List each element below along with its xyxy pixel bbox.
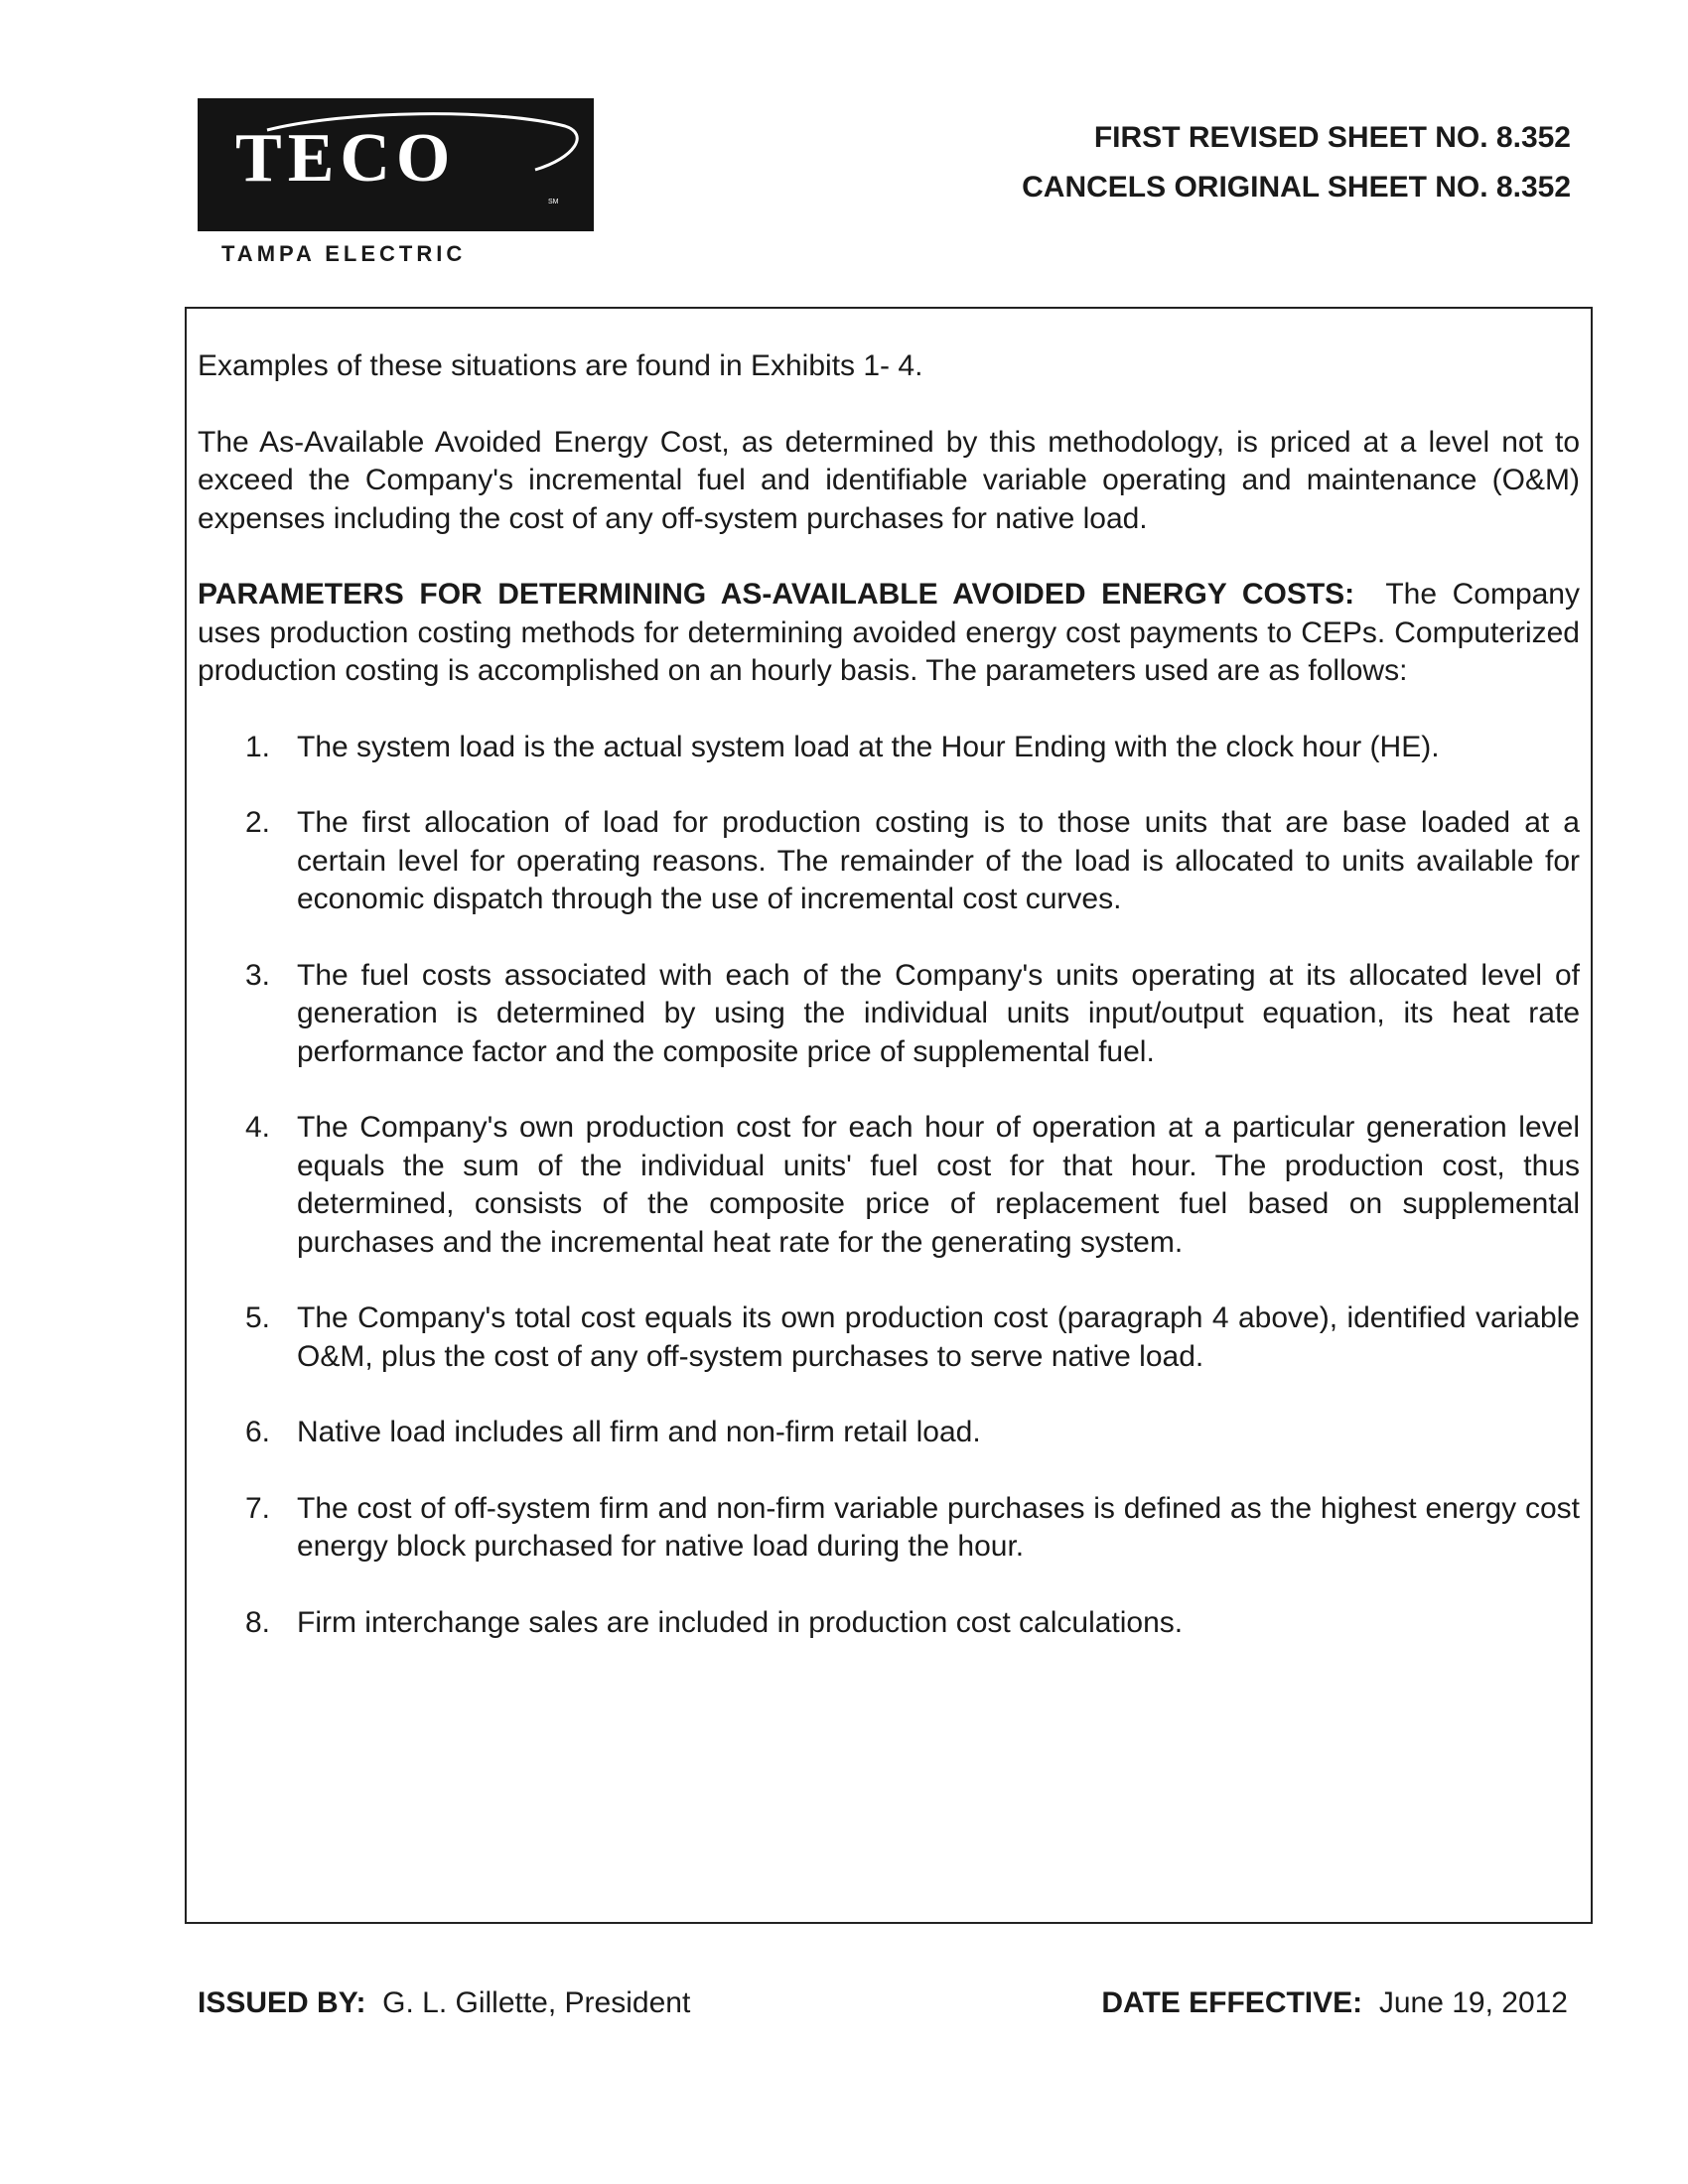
item-text: The Company's total cost equals its own production cost (paragraph 4 above), identified variable O&M, plus the cost of any off-system purchases to serve native load. bbox=[297, 1301, 1580, 1373]
date-effective-label: DATE EFFECTIVE: bbox=[1101, 1986, 1363, 2019]
item-number: 3. bbox=[245, 958, 271, 992]
item-number: 4. bbox=[245, 1111, 271, 1144]
item-text: The fuel costs associated with each of the Company's units operating at its allocated level of generation is determined by using the individual units input/output equation, its heat rate performance factor and the composite price of supplemental fuel. bbox=[297, 958, 1580, 1068]
item-text: The Company's own production cost for each hour of operation at a particular generation level equals the sum of the individual units' fuel cost for that hour. The production cost, thus determined, consists of the composite price of replacement fuel based on supplemental purchases and the incremental heat rate for the generating system. bbox=[297, 1111, 1580, 1259]
avoided-cost-paragraph: The As-Available Avoided Energy Cost, as determined by this methodology, is priced at a level not to exceed the Company's incremental fuel and identifiable variable operating and maintenance (O&M) expenses including the cost of any off-system purchases for native load. bbox=[198, 425, 1580, 535]
item-text: The first allocation of load for production costing is to those units that are base loaded at a certain level for operating reasons. The remainder of the load is allocated to units available for economic dispatch through the use of incremental cost curves. bbox=[297, 806, 1580, 915]
list-item bbox=[198, 1414, 1580, 1452]
list-item bbox=[198, 804, 1580, 919]
parameters-list bbox=[198, 729, 1580, 1643]
company-logo bbox=[198, 98, 594, 231]
parameters-heading: PARAMETERS FOR DETERMINING AS-AVAILABLE AVOIDED ENERGY COSTS: bbox=[198, 578, 1355, 611]
item-text: Firm interchange sales are included in production cost calculations. bbox=[297, 1605, 1184, 1639]
list-item bbox=[198, 1604, 1580, 1643]
list-item bbox=[198, 729, 1580, 767]
item-text: The system load is the actual system load at the Hour Ending with the clock hour (HE). bbox=[297, 730, 1440, 763]
company-name: TAMPA ELECTRIC bbox=[221, 241, 467, 266]
item-number: 7. bbox=[245, 1491, 271, 1525]
issued-by bbox=[198, 1986, 690, 2020]
date-effective-value: June 19, 2012 bbox=[1378, 1986, 1568, 2019]
intro-paragraph: Examples of these situations are found in Exhibits 1- 4. bbox=[198, 349, 923, 382]
list-item bbox=[198, 1490, 1580, 1567]
sheet-number-line: FIRST REVISED SHEET NO. 8.352 bbox=[1093, 121, 1571, 154]
date-effective bbox=[1101, 1986, 1568, 2020]
item-number: 6. bbox=[245, 1416, 271, 1448]
item-number: 8. bbox=[245, 1605, 271, 1639]
parameters-intro: The Company uses production costing methods for determining avoided energy cost payments to CEPs. Computerized production costing is accomplished on an hourly basis. The parameters used are as follows: bbox=[198, 578, 1580, 687]
item-number: 2. bbox=[245, 806, 271, 839]
parameters-paragraph bbox=[198, 576, 1580, 691]
tariff-content bbox=[198, 347, 1580, 1680]
list-item bbox=[198, 1109, 1580, 1262]
logo-wordmark: TECO bbox=[235, 120, 457, 197]
issued-by-value: G. L. Gillette, President bbox=[382, 1986, 691, 2019]
issued-by-label: ISSUED BY: bbox=[198, 1986, 366, 2019]
cancels-sheet-line: CANCELS ORIGINAL SHEET NO. 8.352 bbox=[1022, 171, 1571, 204]
item-number: 5. bbox=[245, 1301, 271, 1334]
list-item bbox=[198, 1299, 1580, 1376]
logo-service-mark: SM bbox=[548, 199, 559, 205]
sheet-number-block bbox=[1022, 113, 1571, 212]
item-text: Native load includes all firm and non-firm retail load. bbox=[297, 1416, 981, 1448]
list-item bbox=[198, 957, 1580, 1072]
item-text: The cost of off-system firm and non-firm variable purchases is defined as the highest energy cost energy block purchased for native load during the hour. bbox=[297, 1491, 1580, 1563]
item-number: 1. bbox=[245, 730, 271, 763]
